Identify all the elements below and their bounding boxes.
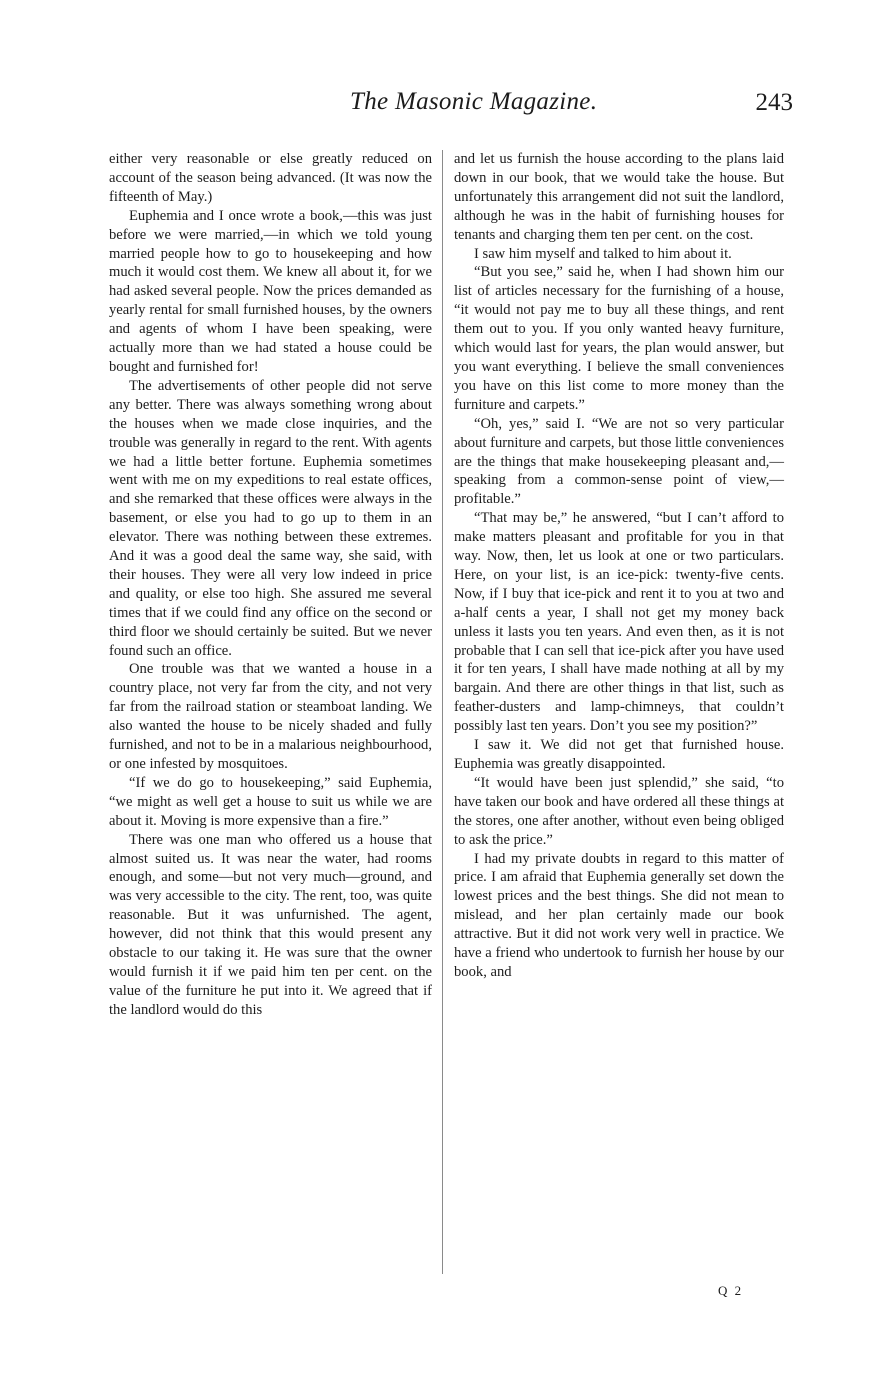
journal-title: The Masonic Magazine. (350, 88, 598, 115)
paragraph: “If we do go to housekeeping,” said Euphemia, “we might as well get a house to suit us while we are about it. Moving is more expensive than a fire.” (109, 774, 432, 829)
paragraph: “But you see,” said he, when I had shown him our list of articles necessary for the furnishing of a house, “it would not pay me to buy all these things, and rent them out to you. If you only wanted heavy furniture, which would last for years, the plan would answer, but you want everything. I believe the small conveniences you have on this list come to more money than the furniture and carpets.” (454, 264, 784, 413)
left-column (109, 150, 432, 1020)
running-head (110, 86, 793, 126)
page-number: 243 (755, 89, 793, 116)
paragraph: Euphemia and I once wrote a book,—this was just before we were married,—in which we told young married people how to go to housekeeping and how much it would cost them. We knew all about it, for we had asked several people. Now the prices demanded as yearly rental for small furnished houses, by the owners and agents of whom I have been speaking, were actually more than we had stated a house could be bought and furnished for! (109, 207, 432, 375)
paragraph: either very reasonable or else greatly reduced on account of the season being advanced. (It was now the fifteenth of May.) (109, 151, 432, 205)
paragraph: “Oh, yes,” said I. “We are not so very particular about furniture and carpets, but those little conveniences are the things that make housekeeping pleasant and,—speaking from a common-sense point of view,—profitable.” (454, 415, 784, 508)
paragraph: “That may be,” he answered, “but I can’t afford to make matters pleasant and profitable for you in that way. Now, then, let us look at one or two particulars. Here, on your list, is an ice-pick: twenty-five cents. Now, if I buy that ice-pick and rent it to you at two and a-half cents a year, I shall not get my money back unless it lasts you ten years. And even then, as it is not probable that I can sell that ice-pick after you have used it for ten years, I shall have made nothing at all by my bargain. And there are other things in that list, such as feather-dusters and lamp-chimneys, that couldn’t possibly last ten years. Don’t you see my position?” (454, 510, 784, 735)
column-divider (442, 150, 443, 1274)
right-column (454, 150, 784, 982)
paragraph: The advertisements of other people did not serve any better. There was always something wrong about the houses when we made close inquiries, and the trouble was generally in regard to the rent. With agents we had a little better fortune. Euphemia sometimes went with me on my expeditions to real estate offices, and she remarked that these offices were always in the basement, or else you had to go up to them in an elevator. There was nothing between these extremes. And it was a good deal the same way, she said, with their houses. They were all very low indeed in price and quality, or else too high. She assured me several times that if we could find any office on the second or third floor we should certainly be suited. But we never found such an office. (109, 377, 432, 659)
signature-mark: Q 2 (718, 1283, 744, 1298)
paragraph: and let us furnish the house according to the plans laid down in our book, that we would take the house. But unfortunately this arrangement did not suit the landlord, although he was in the habit of furnishing houses for tenants and charging them ten per cent. on the cost. (454, 151, 784, 243)
paragraph: “It would have been just splendid,” she said, “to have taken our book and have ordered all these things at the stores, one after another, without even being obliged to ask the price.” (454, 774, 784, 848)
paragraph: I saw it. We did not get that furnished house. Euphemia was greatly disappointed. (454, 737, 784, 772)
paragraph: I had my private doubts in regard to this matter of price. I am afraid that Euphemia generally set down the lowest prices and the best things. She did not mean to mislead, and her plan certainly made our book attractive. But it did not work very well in practice. We have a friend who undertook to furnish her house by our book, and (454, 850, 784, 980)
paragraph: I saw him myself and talked to him about it. (474, 245, 732, 262)
paragraph: One trouble was that we wanted a house in a country place, not very far from the city, and not very far from the railroad station or steamboat landing. We also wanted the house to be nicely shaded and fully furnished, and not to be in a malarious neighbourhood, or one infested by mosquitoes. (109, 661, 432, 772)
paragraph: There was one man who offered us a house that almost suited us. It was near the water, had rooms enough, and some—but not very much—ground, and was very accessible to the city. The rent, too, was quite reasonable. But it was unfurnished. The agent, however, did not think that this would present any obstacle to our taking it. He was sure that the owner would furnish it if we paid him ten per cent. on the value of the furniture he put into it. We agreed that if the landlord would do this (109, 831, 432, 1018)
